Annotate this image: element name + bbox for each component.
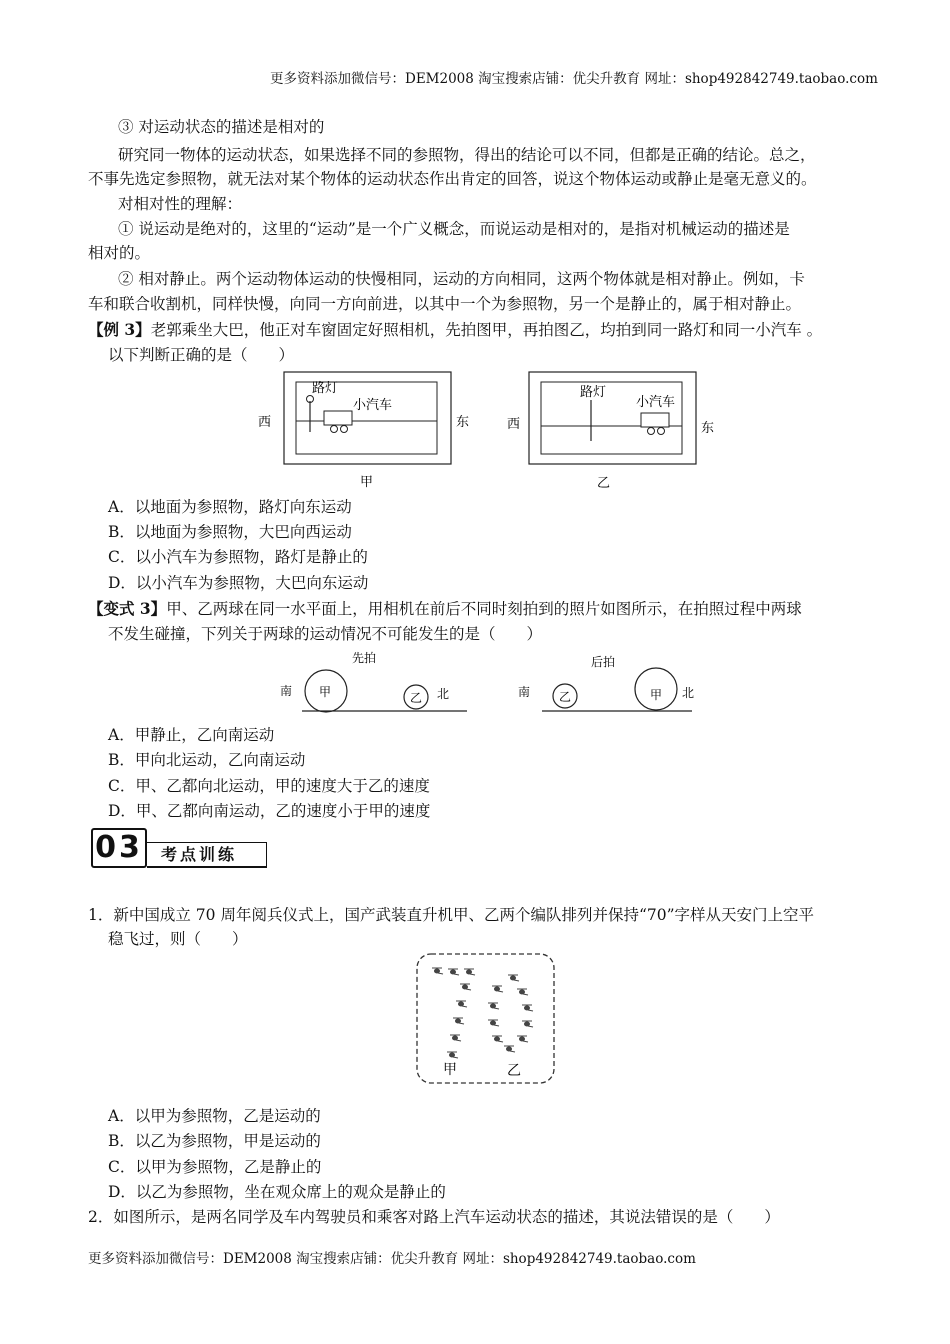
variant-3-text: 甲、乙两球在同一水平面上，用相机在前后不同时刻拍到的照片如图所示，在拍照过程中两球 (166, 600, 802, 618)
caption-b: 乙 (597, 476, 611, 491)
helicopter-icon (450, 1035, 461, 1041)
lamp-label-a: 路灯 (312, 381, 339, 396)
paragraph-line: ① 说运动是绝对的，这里的“运动”是一个广义概念，而说运动是相对的，是指对机械运动的描述是 (118, 220, 790, 238)
q1-option-a: A．以甲为参照物，乙是运动的 (108, 1107, 321, 1125)
helicopter-icon (432, 968, 443, 974)
variant-3-option-a: A．甲静止，乙向南运动 (108, 726, 275, 744)
section-title: 考点训练 (161, 845, 238, 864)
example-3-label: 【例 3】 (88, 320, 151, 339)
helicopter-icon (522, 1005, 533, 1011)
section-heading (91, 828, 269, 872)
west-label-a: 西 (258, 415, 272, 430)
section-underline (147, 866, 267, 868)
q1-stem: 1．新中国成立 70 周年阅兵仪式上，国产武装直升机甲、乙两个编队排列并保持“70”字样从天安门上空平 (88, 906, 815, 924)
car-label-a: 小汽车 (353, 398, 393, 413)
paragraph-line: 研究同一物体的运动状态，如果选择不同的参照物，得出的结论可以不同，但都是正确的结论。总之， (118, 146, 816, 164)
paragraph-line: 不事先选定参照物，就无法对某个物体的运动状态作出肯定的回答，说这个物体运动或静止是毫无意义的。 (88, 170, 817, 188)
west-label-b: 西 (507, 417, 521, 432)
photo-frame-b (529, 372, 696, 464)
example-3-text: 老郭乘坐大巴，他正对车窗固定好照相机，先拍图甲，再拍图乙，均拍到同一路灯和同一小汽车 。 (150, 321, 823, 339)
helicopter-icon (464, 969, 475, 975)
ball-b-label: 乙 (559, 690, 572, 704)
caption-a: 甲 (360, 475, 374, 490)
helicopter-icon (488, 1020, 499, 1026)
q1-option-b: B．以乙为参照物，甲是运动的 (108, 1132, 321, 1150)
section-number: 03 (91, 828, 147, 868)
south-label-a: 南 (280, 684, 293, 698)
paragraph-line: 对相对性的理解： (118, 195, 243, 213)
helicopter-icon (492, 986, 503, 992)
q1-formation-figure (415, 951, 557, 1087)
helicopter-icon (522, 1021, 533, 1027)
later-photo-label: 后拍 (591, 655, 616, 669)
car-wheel-a (331, 426, 338, 433)
north-label-b: 北 (682, 686, 695, 700)
variant-3-label: 【变式 3】 (88, 599, 167, 618)
helicopter-group-a (432, 968, 475, 1058)
q2-stem: 2．如图所示，是两名同学及车内驾驶员和乘客对路上汽车运动状态的描述，其说法错误的是（ ） (88, 1208, 780, 1226)
q1-option-d: D．以乙为参照物，坐在观众席上的观众是静止的 (108, 1183, 446, 1201)
variant-3-stem (88, 599, 802, 619)
helicopter-icon (517, 1036, 528, 1042)
helicopter-icon (456, 1001, 467, 1007)
ball-a-label: 甲 (650, 688, 663, 702)
car-body-a (324, 411, 352, 425)
helicopter-group-b (488, 975, 533, 1052)
car-wheel-b (658, 428, 665, 435)
ball-b-label: 乙 (410, 691, 423, 705)
helicopter-icon (488, 1003, 499, 1009)
example-3-option-d: D．以小汽车为参照物，大巴向东运动 (108, 574, 369, 592)
example-3-option-c: C．以小汽车为参照物，路灯是静止的 (108, 548, 368, 566)
page-footer: 更多资料添加微信号：DEM2008 淘宝搜索店铺：优尖升教育 网址：shop492842749.taobao.com (88, 1251, 696, 1267)
example-3-stem (88, 320, 822, 340)
variant-3-option-b: B．甲向北运动，乙向南运动 (108, 751, 306, 769)
car-body-b (641, 413, 669, 427)
first-photo-label: 先拍 (352, 651, 377, 665)
example-3-figure (250, 368, 730, 494)
paragraph-relative-title: ③ 对运动状态的描述是相对的 (118, 118, 325, 136)
variant-3-question: 不发生碰撞，下列关于两球的运动情况不可能发生的是（ ） (108, 625, 543, 643)
formation-label-a: 甲 (443, 1062, 457, 1078)
helicopter-icon (492, 1036, 503, 1042)
q1-option-c: C．以甲为参照物，乙是静止的 (108, 1158, 322, 1176)
east-label-b: 东 (701, 421, 715, 436)
paragraph-line: ② 相对静止。两个运动物体运动的快慢相同，运动的方向相同，这两个物体就是相对静止。例如，卡 (118, 270, 805, 288)
example-3-option-b: B．以地面为参照物，大巴向西运动 (108, 523, 352, 541)
paragraph-line: 相对的。 (88, 244, 151, 262)
helicopter-icon (460, 984, 471, 990)
car-wheel-b (648, 428, 655, 435)
q1-stem-cont: 稳飞过，则（ ） (108, 930, 248, 948)
formation-label-b: 乙 (507, 1063, 521, 1079)
page-header: 更多资料添加微信号：DEM2008 淘宝搜索店铺：优尖升教育 网址：shop492842749.taobao.com (270, 71, 878, 87)
car-wheel-a (341, 426, 348, 433)
south-label-b: 南 (518, 685, 531, 699)
lamp-label-b: 路灯 (580, 385, 607, 400)
helicopter-icon (453, 1018, 464, 1024)
paragraph-line: 车和联合收割机，同样快慢，向同一方向前进，以其中一个为参照物，另一个是静止的，属于相对静止。 (88, 295, 802, 313)
car-label-b: 小汽车 (636, 395, 676, 410)
north-label-a: 北 (437, 687, 450, 701)
helicopter-icon (448, 969, 459, 975)
example-3-option-a: A．以地面为参照物，路灯向东运动 (108, 498, 352, 516)
variant-3-option-c: C．甲、乙都向北运动，甲的速度大于乙的速度 (108, 777, 430, 795)
helicopter-icon (517, 989, 528, 995)
variant-3-option-d: D．甲、乙都向南运动，乙的速度小于甲的速度 (108, 802, 431, 820)
helicopter-icon (504, 1046, 515, 1052)
ball-a-label: 甲 (319, 685, 332, 699)
variant-3-figure (270, 646, 710, 718)
photo-frame-a (284, 372, 451, 464)
example-3-question: 以下判断正确的是（ ） (108, 346, 295, 364)
helicopter-icon (508, 975, 519, 981)
east-label-a: 东 (456, 415, 470, 430)
helicopter-icon (447, 1052, 458, 1058)
